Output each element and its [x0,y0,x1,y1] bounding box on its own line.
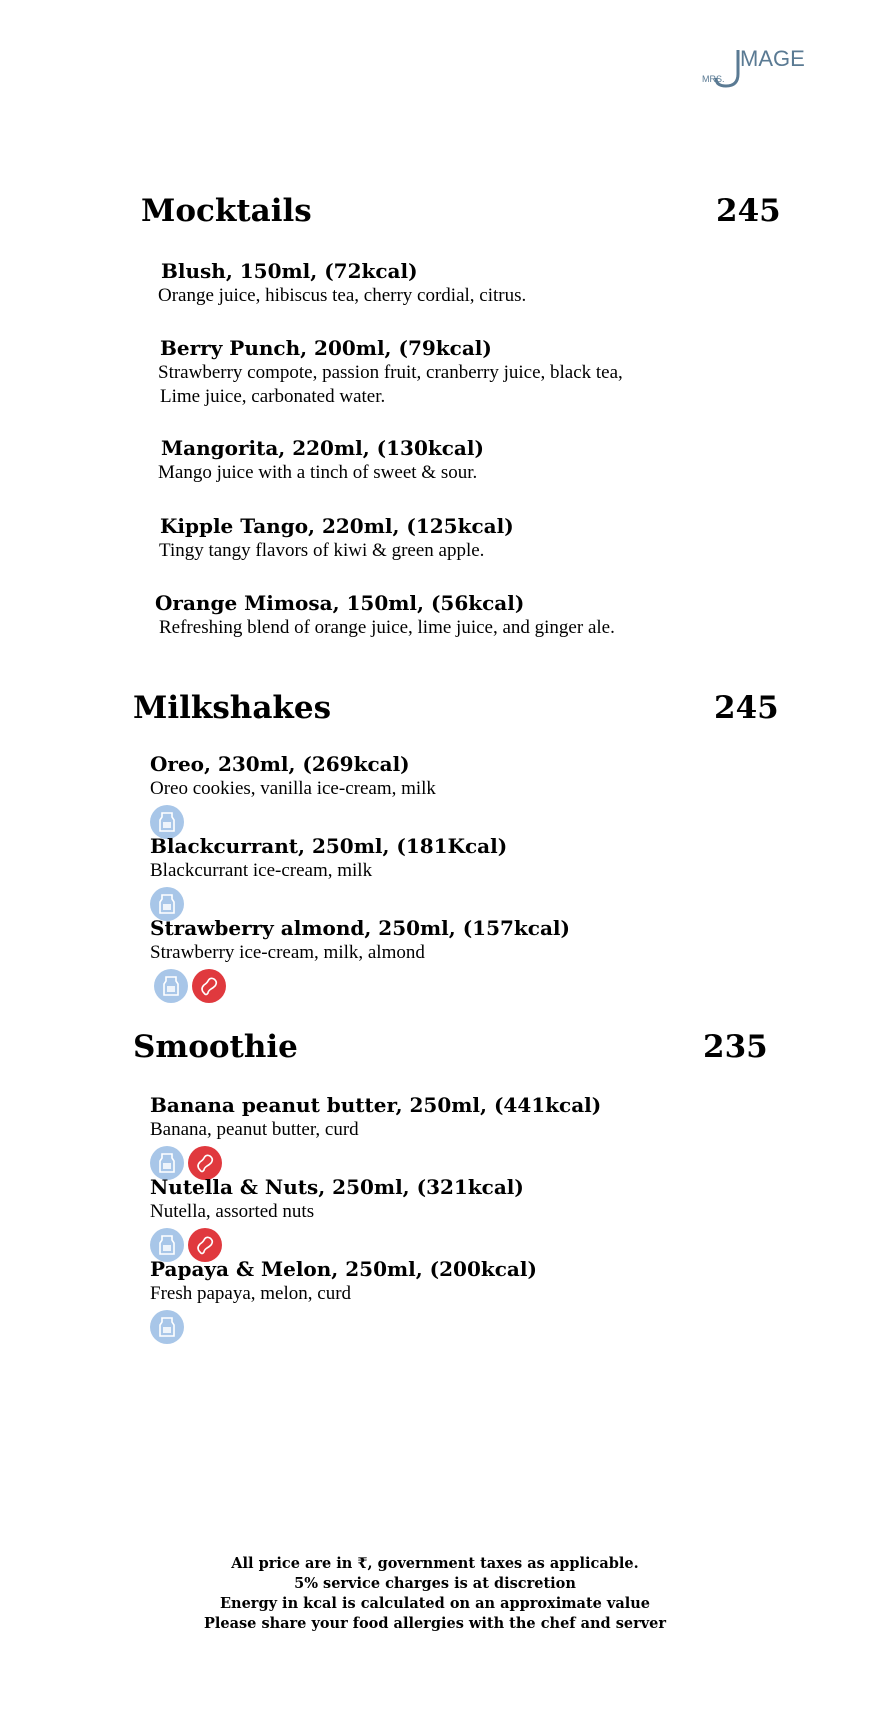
section-title-milkshakes: Milkshakes [133,690,332,726]
menu-item-berry-punch [158,335,623,409]
allergen-icons [150,969,570,1003]
section-title-smoothie: Smoothie [133,1029,298,1065]
item-name: Banana peanut butter, 250ml, (441kcal) [150,1093,602,1117]
item-desc: Tingy tangy flavors of kiwi & green apple. [159,540,485,561]
item-name: Blackcurrant, 250ml, (181Kcal) [150,834,508,858]
section-price-smoothie: 235 [703,1029,768,1065]
section-price-mocktails: 245 [716,193,781,229]
menu-item-blush [158,258,526,308]
footer-line-allergies: Please share your food allergies with the chef and server [203,1615,667,1632]
item-desc: Orange juice, hibiscus tea, cherry cordial, citrus. [158,285,527,306]
logo-text-small: MRS. [702,74,725,84]
item-name: Kipple Tango, 220ml, (125kcal) [160,514,514,538]
menu-item-papaya-melon [150,1256,537,1344]
item-desc-line-2: Lime juice, carbonated water. [160,386,386,407]
menu-item-mangorita [158,435,484,485]
footer-line-service: 5% service charges is at discretion [294,1575,576,1592]
logo-text-large: MAGE [740,46,805,71]
item-name: Nutella & Nuts, 250ml, (321kcal) [150,1175,524,1199]
item-desc: Blackcurrant ice-cream, milk [150,860,373,881]
footer-line-energy: Energy in kcal is calculated on an approximate value [219,1595,651,1612]
milk-icon [150,1310,184,1344]
menu-item-kipple-tango [158,513,514,563]
menu-item-nutella-nuts [150,1174,524,1262]
menu-item-banana-peanut-butter [150,1092,601,1180]
item-name: Orange Mimosa, 150ml, (56kcal) [155,591,525,615]
milk-icon [154,969,188,1003]
footer-line-prices: All price are in ₹, government taxes as applicable. [231,1555,639,1572]
item-desc: Banana, peanut butter, curd [150,1119,359,1140]
item-desc: Mango juice with a tinch of sweet & sour. [158,462,478,483]
allergen-icons [150,1310,537,1344]
section-title-mocktails: Mocktails [141,193,312,229]
footer-notes [0,1554,870,1634]
item-desc: Strawberry ice-cream, milk, almond [150,942,425,963]
menu-item-strawberry-almond [150,915,570,1003]
menu-item-orange-mimosa [155,590,615,640]
item-name: Oreo, 230ml, (269kcal) [150,752,410,776]
section-price-milkshakes: 245 [714,690,779,726]
item-desc: Nutella, assorted nuts [150,1201,315,1222]
item-desc [158,361,623,409]
item-desc: Fresh papaya, melon, curd [150,1283,352,1304]
brand-logo [702,44,805,94]
item-desc: Oreo cookies, vanilla ice-cream, milk [150,778,436,799]
item-name: Mangorita, 220ml, (130kcal) [161,436,484,460]
menu-item-blackcurrant [150,833,507,921]
item-name: Papaya & Melon, 250ml, (200kcal) [150,1257,537,1281]
item-desc: Refreshing blend of orange juice, lime juice, and ginger ale. [159,617,615,638]
menu-item-oreo [150,751,436,839]
item-name: Blush, 150ml, (72kcal) [161,259,418,283]
item-desc-line-1: Strawberry compote, passion fruit, cranberry juice, black tea, [158,362,623,383]
item-name: Strawberry almond, 250ml, (157kcal) [150,916,570,940]
item-name: Berry Punch, 200ml, (79kcal) [160,336,492,360]
nut-icon [192,969,226,1003]
